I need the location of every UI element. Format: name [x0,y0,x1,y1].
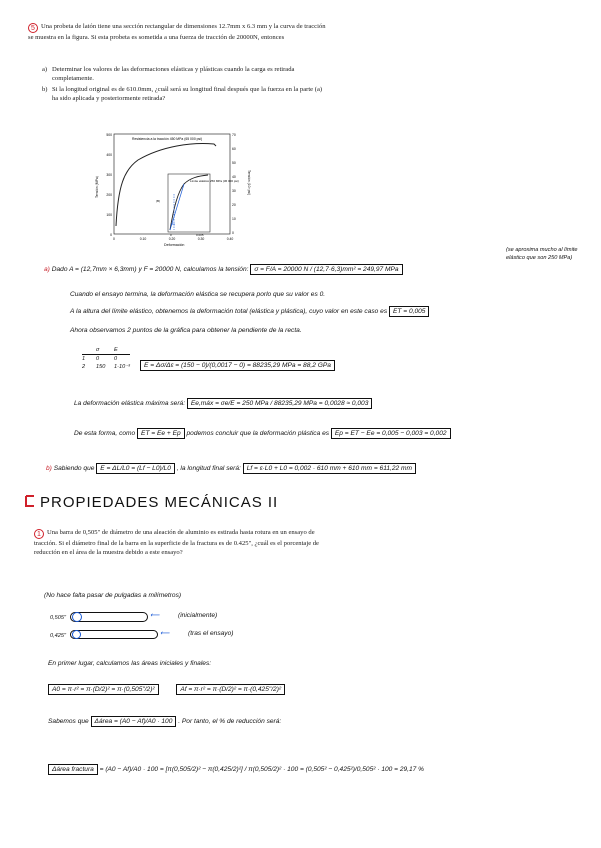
marker-b: (B) [156,199,160,203]
arrow-icon: ⟵ [160,630,170,637]
strain-sum-equation: ET = Ee + Ep [137,428,185,439]
problem-1-statement: 5 Una probeta de latón tiene una sección rectangular de dimensiones 12.7mm x 6.3 mm y la curva de tracción se muestra en la figura. Si esta probeta es sometida a una fuerza de tracción de 20000N, entonces [28,23,326,41]
inset-label: Límite elástico 250 MPa (36 000 psi) [190,179,239,183]
bar-final-diameter-marker [72,630,81,639]
y-tick-left: 200 [106,193,112,197]
solution-a-line-2: Cuando el ensayo termina, la deformación elástica se recupera porlo que su valor es 0. [70,291,326,298]
stress-strain-figure [92,126,252,248]
bar-final-label: 0,425" [50,633,66,639]
x-tick: 0.20 [168,237,176,241]
solution-a-line-4: Ahora observamos 2 puntos de la gráfica para obtener la pendiente de la recta. [70,327,302,334]
solution-a-line-3: A la altura del límite elástico, obtenemos la deformación total (elástica y plástica), cuyo valor en este caso es ET = 0,005 [70,308,429,316]
bar-initial-diameter-marker [72,612,82,622]
section-bracket-icon [24,494,36,508]
y-tick-left: 400 [106,153,112,157]
area-equations [48,686,285,694]
solution-a-line-1: a) Dado A = (12,7mm × 6,3mm) y F = 20000 N, calculamos la tensión: σ = F/A = 20000 N / (12,7·6,3)mm² = 249,97 MPa [44,266,403,274]
solution-2-line-3: Sabemos que Δárea = (A0 − Af)/A0 · 100 . Por tanto, el % de reducción será: [48,718,282,725]
y-tick-left: 500 [106,133,112,137]
final-result-label: Δárea fractura [48,764,98,775]
solution-a-line-6: De esta forma, como ET = Ee + Ep podemos concluir que la deformación plástica es Ep = ET − Ee = 0,005 − 0,003 = 0,002 [74,430,451,438]
problem-1-item-a: a) Determinar los valores de las deformaciones elásticas y plásticas cuando la carga es retirada completamente. [42,66,295,83]
y-tick-right: 50 [232,161,236,165]
initial-area-equation: A0 = π·r² = π·(D/2)² = π·(0,505"/2)² [48,684,159,695]
solution-a-line-5: La deformación elástica máxima será: Ee,máx = σe/E = 250 MPa / 88235,29 MPa = 0,0028 ≈ 0,003 [74,400,372,408]
final-result-equation: = (A0 − Af)/A0 · 100 = [π(0,505/2)² − π(0,425/2)²] / π(0,505/2)² · 100 = (0,505² − 0,425²)/0,505² · 100 = 29,17 % [99,766,425,773]
x-tick: 0.40 [226,237,234,241]
solution-b-line: b) Sabiendo que E = ΔL/L0 = (Lf − L0)/L0 , la longitud final será: Lf = ε·L0 + L0 = 0,002 · 610 mm + 610 mm = 611,22 mm [46,465,416,473]
y-tick-right: 20 [232,203,236,207]
y-tick-right: 60 [232,147,236,151]
reduction-definition-equation: Δárea = (A0 − Af)/A0 · 100 [91,716,177,727]
y-axis-label-left: Tensión (MPa) [95,176,99,198]
bar-initial-note: (inicialmente) [178,612,218,619]
y-axis-label-right: Tensión (10³ psi) [247,170,251,196]
section-title: PROPIEDADES MECÁNICAS II [40,494,279,511]
problem-number-badge: 5 [28,23,38,33]
curve-label: Resistencia a la tracción 450 MPa (65 000 psi) [132,137,203,141]
problem-1-item-b: b) Si la longitud original es de 610.0mm, ¿cuál será su longitud final después que la fuerza en la parte (a) ha sido aplicada y posteriormente retirada? [42,86,323,103]
solution-2-line-2: En primer lugar, calculamos las áreas iniciales y finales: [48,660,212,667]
x-tick: 0.10 [139,237,147,241]
y-tick-right: 30 [232,189,236,193]
solution-2-line-1: (No hace falta pasar de pulgadas a milímetros) [44,592,182,599]
bar-final-note: (tras el ensayo) [188,630,234,637]
solution-a-note: (se aproxima mucho al límite elástico que son 250 MPa) [506,247,578,261]
inset-tick: 0 [170,233,172,237]
arrow-icon: ⟵ [150,612,160,619]
total-strain-value: ET = 0,005 [389,306,429,317]
marker-a: (A) [171,222,175,226]
y-tick-right: 40 [232,175,236,179]
bar-final [70,630,158,639]
final-area-equation: Af = π·r² = π·(D/2)² = π·(0,425"/2)² [176,684,285,695]
modulus-equation: E = Δσ/Δε = (150 − 0)/(0,0017 − 0) = 88235,29 MPa = 88,2 GPa [140,362,335,370]
problem-2-statement: 1 Una barra de 0,505" de diámetro de una aleación de aluminio es estirada hasta rotura en un ensayo de tracción. Si el diámetro final de la barra en la superficie de la fractura es de 0.425", ¿cuál es el porcentaje de reducción en el área de la muestra debido a este ensayo? [34,529,319,557]
x-tick: 0 [113,237,115,241]
y-tick-left: 300 [106,173,112,177]
y-tick-right: 70 [232,133,236,137]
max-elastic-strain-equation: Ee,máx = σe/E = 250 MPa / 88235,29 MPa = 0,0028 ≈ 0,003 [187,398,373,409]
plastic-strain-equation: Ep = ET − Ee = 0,005 − 0,003 = 0,002 [331,428,451,439]
bar-initial-label: 0,505" [50,615,66,621]
final-length-equation: Lf = ε·L0 + L0 = 0,002 · 610 mm + 610 mm = 611,22 mm [243,463,416,474]
stress-equation: σ = F/A = 20000 N / (12,7·6,3)mm² = 249,97 MPa [250,264,402,275]
x-tick: 0.30 [197,237,205,241]
y-tick-right: 10 [232,217,236,221]
points-table: σ E 1 0 0 2 150 1·10⁻³ [82,347,131,370]
y-tick-left: 100 [106,213,112,217]
y-tick-right: 0 [232,231,234,235]
y-tick-left: 0 [110,233,112,237]
x-axis-label: Deformación [164,243,185,247]
problem-number-badge: 1 [34,529,44,539]
final-result [48,766,424,774]
strain-definition-equation: E = ΔL/L0 = (Lf − L0)/L0 [96,463,175,474]
inset-tick: 0.005 [196,233,204,237]
